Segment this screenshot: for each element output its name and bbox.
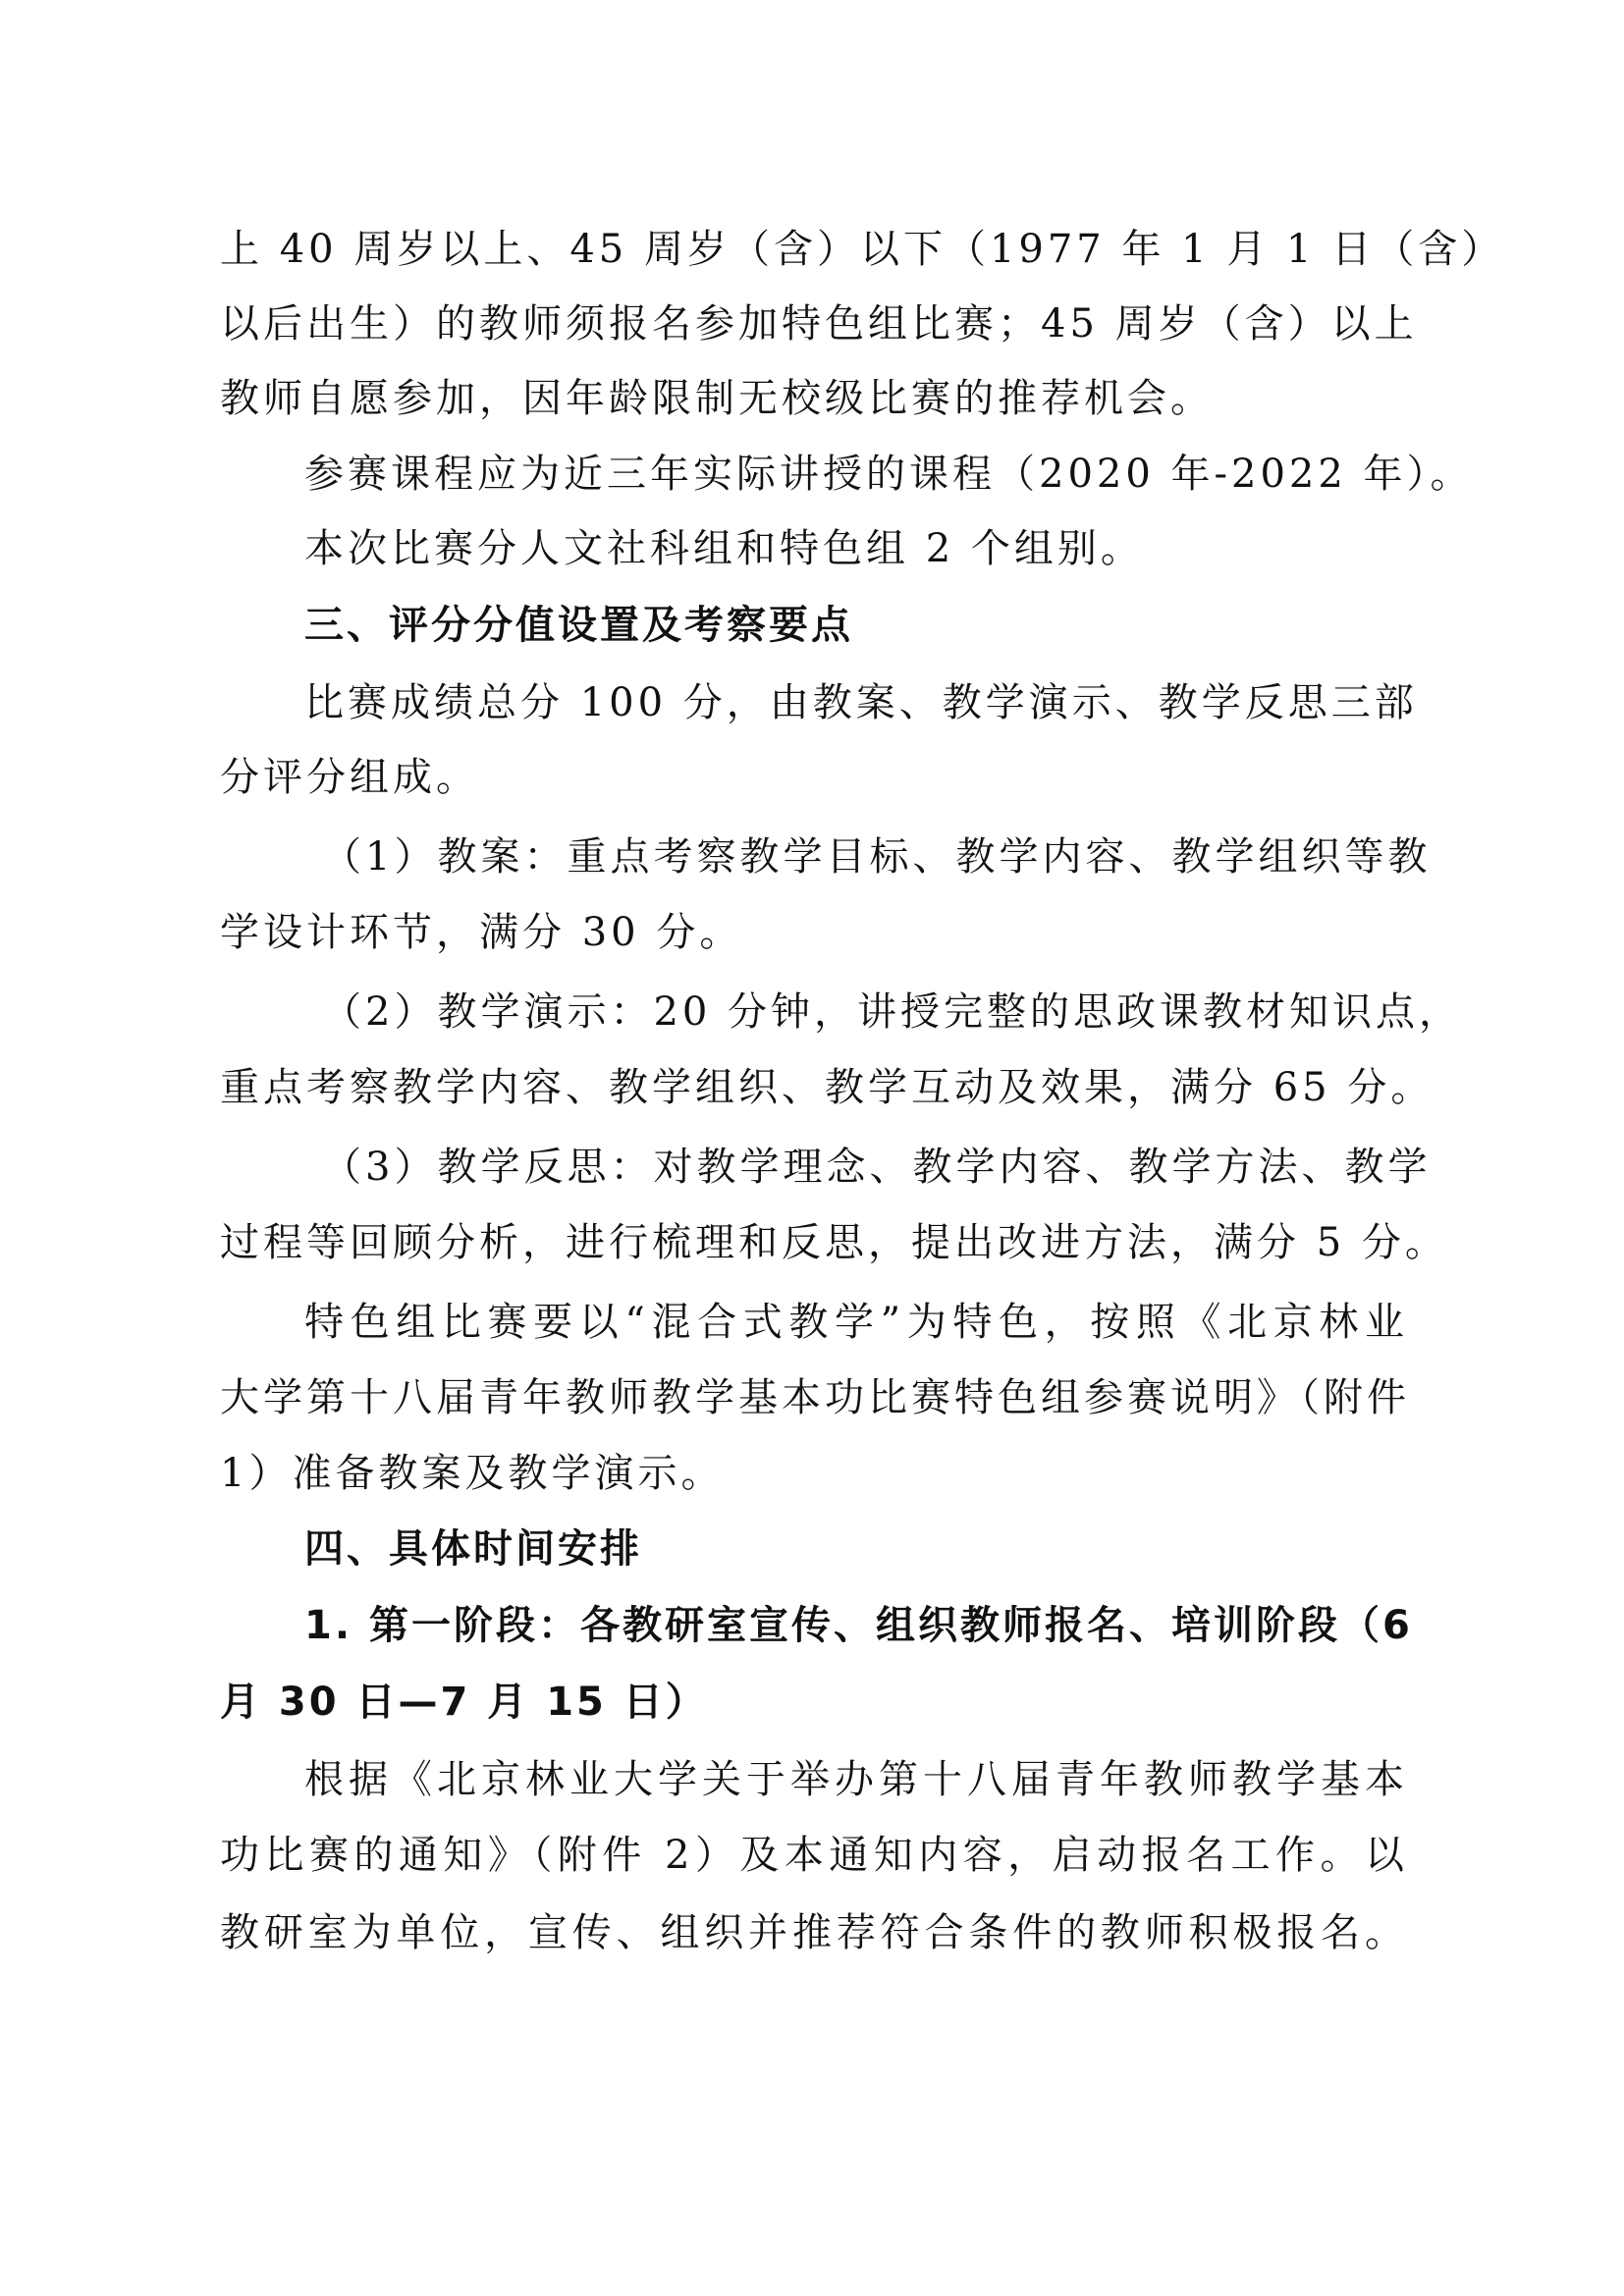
body-text-line: （2）教学演示：20 分钟，讲授完整的思政课教材知识点， bbox=[322, 989, 1463, 1035]
body-text-line: 特色组比赛要以“混合式教学”为特色，按照《北京林业 bbox=[304, 1300, 1408, 1345]
subsection-heading: 1. 第一阶段：各教研室宣传、组织教师报名、培训阶段（6 bbox=[304, 1603, 1413, 1648]
body-text-line: 重点考察教学内容、教学组织、教学互动及效果，满分 65 分。 bbox=[220, 1065, 1435, 1110]
body-text-line: 1）准备教案及教学演示。 bbox=[220, 1451, 725, 1496]
body-text-line: 本次比赛分人文社科组和特色组 2 个组别。 bbox=[304, 526, 1144, 571]
body-text-line: 学设计环节，满分 30 分。 bbox=[220, 910, 743, 955]
body-text-line: 根据《北京林业大学关于举办第十八届青年教师教学基本 bbox=[304, 1757, 1408, 1802]
body-text-line: 参赛课程应为近三年实际讲授的课程（2020 年-2022 年）。 bbox=[304, 452, 1474, 497]
body-text-line: 功比赛的通知》（附件 2）及本通知内容，启动报名工作。以 bbox=[220, 1833, 1408, 1878]
subsection-heading: 月 30 日—7 月 15 日） bbox=[220, 1680, 708, 1725]
body-text-line: 过程等回顾分析，进行梳理和反思，提出改进方法，满分 5 分。 bbox=[220, 1220, 1448, 1265]
body-text-line: 分评分组成。 bbox=[220, 755, 479, 800]
body-text-line: （3）教学反思：对教学理念、教学内容、教学方法、教学 bbox=[322, 1145, 1432, 1190]
body-text-line: 教师自愿参加，因年龄限制无校级比赛的推荐机会。 bbox=[220, 376, 1214, 421]
body-text-line: （1）教案：重点考察教学目标、教学内容、教学组织等教 bbox=[322, 834, 1432, 880]
section-heading-3: 三、评分分值设置及考察要点 bbox=[304, 603, 853, 648]
body-text-line: 以后出生）的教师须报名参加特色组比赛；45 周岁（含）以上 bbox=[220, 301, 1418, 347]
section-heading-4: 四、具体时间安排 bbox=[304, 1526, 642, 1572]
body-text-line: 教研室为单位，宣传、组织并推荐符合条件的教师积极报名。 bbox=[220, 1910, 1408, 1955]
body-text-line: 比赛成绩总分 100 分，由教案、教学演示、教学反思三部 bbox=[304, 680, 1418, 725]
body-text-line: 上 40 周岁以上、45 周岁（含）以下（1977 年 1 月 1 日（含） bbox=[220, 227, 1505, 272]
body-text-line: 大学第十八届青年教师教学基本功比赛特色组参赛说明》（附件 bbox=[220, 1375, 1410, 1420]
